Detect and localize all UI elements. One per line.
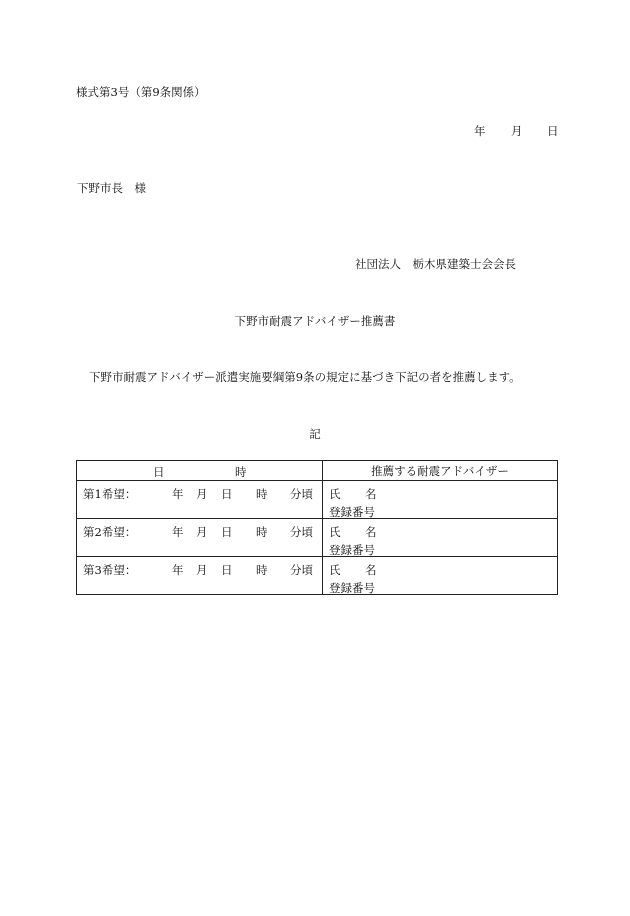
name-label-1: 氏 <box>329 525 341 539</box>
month-label: 月 <box>196 487 208 501</box>
date-cell[interactable] <box>77 519 323 557</box>
form-number: 様式第3号（第9条関係） <box>76 85 206 99</box>
table-row <box>77 519 558 557</box>
header-date-label: 日 <box>153 465 165 479</box>
addressee: 下野市長 様 <box>77 181 146 195</box>
table-row <box>77 557 558 595</box>
recommender: 社団法人 栃木県建築士会会長 <box>355 257 516 271</box>
date-cell[interactable] <box>77 481 323 519</box>
registration-label: 登録番号 <box>329 543 375 557</box>
choice-label: 第2希望： <box>83 525 137 539</box>
hour-label: 時 <box>256 563 268 577</box>
header-date-time <box>77 461 323 481</box>
day-label: 日 <box>221 525 233 539</box>
date-cell[interactable] <box>77 557 323 595</box>
document-title: 下野市耐震アドバイザー推薦書 <box>234 314 396 328</box>
choice-label: 第1希望： <box>83 487 137 501</box>
year-label: 年 <box>172 525 184 539</box>
name-label-2: 名 <box>365 563 377 577</box>
date-day: 日 <box>547 124 559 138</box>
month-label: 月 <box>196 525 208 539</box>
registration-label: 登録番号 <box>329 505 375 519</box>
name-label-1: 氏 <box>329 563 341 577</box>
advisor-cell[interactable] <box>323 481 558 519</box>
minute-label: 分頃 <box>290 487 313 501</box>
day-label: 日 <box>221 563 233 577</box>
month-label: 月 <box>196 563 208 577</box>
choice-label: 第3希望： <box>83 563 137 577</box>
date-line <box>474 123 559 139</box>
table-row <box>77 481 558 519</box>
name-label-2: 名 <box>365 525 377 539</box>
year-label: 年 <box>172 563 184 577</box>
advisor-cell[interactable] <box>323 519 558 557</box>
name-label-2: 名 <box>365 487 377 501</box>
recommendation-table <box>76 460 558 595</box>
year-label: 年 <box>172 487 184 501</box>
hour-label: 時 <box>256 487 268 501</box>
hour-label: 時 <box>256 525 268 539</box>
day-label: 日 <box>221 487 233 501</box>
date-year: 年 <box>474 124 486 138</box>
header-advisor: 推薦する耐震アドバイザー <box>323 461 558 481</box>
ki-heading: 記 <box>309 427 321 441</box>
date-month: 月 <box>511 124 523 138</box>
minute-label: 分頃 <box>290 563 313 577</box>
advisor-cell[interactable] <box>323 557 558 595</box>
minute-label: 分頃 <box>290 525 313 539</box>
name-label-1: 氏 <box>329 487 341 501</box>
header-time-label: 時 <box>235 465 247 479</box>
registration-label: 登録番号 <box>329 581 375 595</box>
table-header-row <box>77 461 558 481</box>
body-text: 下野市耐震アドバイザー派遣実施要綱第9条の規定に基づき下記の者を推薦します。 <box>89 370 521 384</box>
